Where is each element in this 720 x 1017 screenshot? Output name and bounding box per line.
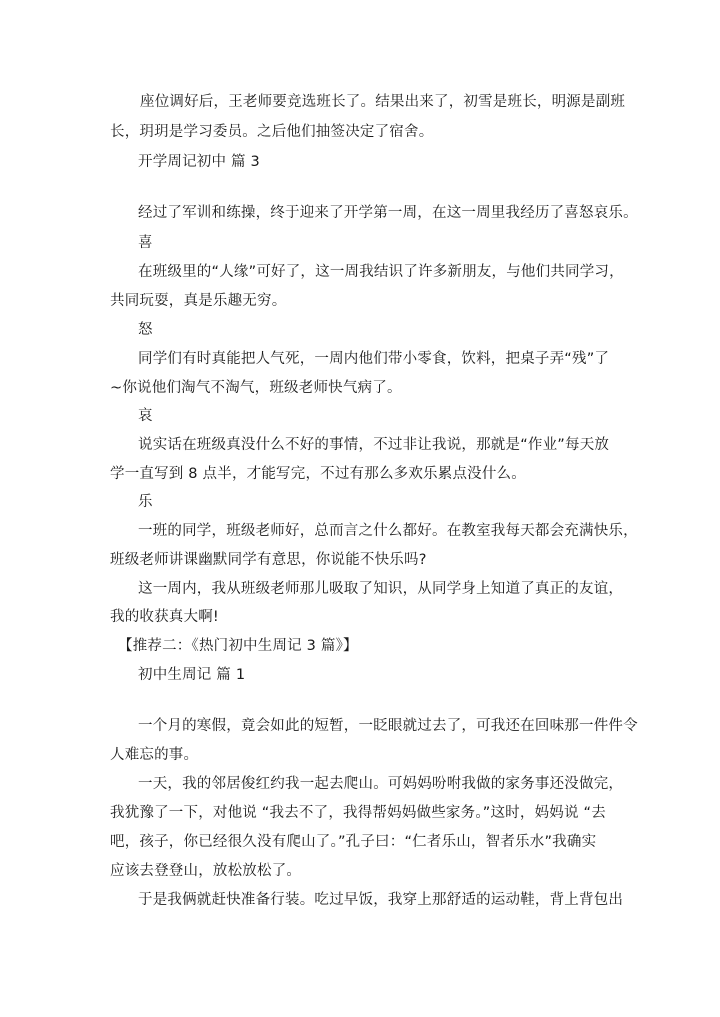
subheading-xi: 喜 (138, 235, 153, 251)
paragraph-line: 这一周内，我从班级老师那儿吸取了知识，从同学身上知道了真正的友谊， (138, 581, 624, 597)
paragraph-line: 长，玥玥是学习委员。之后他们抽签决定了宿舍。 (110, 124, 434, 140)
paragraph-line: 座位调好后，王老师要竞选班长了。结果出来了，初雪是班长，明源是副班 (140, 94, 626, 110)
subheading-ai: 哀 (138, 408, 153, 424)
paragraph-line: 吧，孩子，你已经很久没有爬山了。”孔子曰：“仁者乐山，智者乐水”我确实 (110, 834, 597, 850)
paragraph-line: 说实话在班级真没什么不好的事情，不过非让我说，那就是“作业”每天放 (138, 437, 610, 453)
subheading-nu: 怒 (138, 322, 153, 338)
paragraph-line: 应该去登登山，放松放松了。 (110, 863, 302, 879)
paragraph-line: 共同玩耍，真是乐趣无穷。 (110, 293, 287, 309)
paragraph-line: 学一直写到 8 点半，才能写完，不过有那么多欢乐累点没什么。 (110, 466, 526, 482)
paragraph-line: 在班级里的“人缘”可好了，这一周我结识了许多新朋友，与他们共同学习， (138, 264, 624, 280)
subheading-le: 乐 (138, 494, 153, 510)
paragraph-line: 一天，我的邻居俊红约我一起去爬山。可妈妈吩咐我做的家务事还没做完， (138, 776, 624, 792)
paragraph-line: 经过了军训和练操，终于迎来了开学第一周，在这一周里我经历了喜怒哀乐。 (138, 205, 638, 221)
paragraph-line: 人难忘的事。 (110, 747, 199, 763)
section-heading: 初中生周记 篇 1 (138, 667, 246, 683)
section-heading: 开学周记初中 篇 3 (138, 154, 260, 170)
paragraph-line: 我的收获真大啊! (110, 609, 219, 625)
paragraph-line: 我犹豫了一下，对他说 “我去不了，我得帮妈妈做些家务。”这时，妈妈说 “去 (110, 805, 606, 821)
paragraph-line: ~你说他们淘气不淘气，班级老师快气病了。 (110, 380, 402, 396)
paragraph-line: 于是我俩就赶快准备行装。吃过早饭，我穿上那舒适的运动鞋，背上背包出 (138, 892, 624, 908)
paragraph-line: 一班的同学，班级老师好，总而言之什么都好。在教室我每天都会充满快乐， (138, 523, 638, 539)
paragraph-line: 同学们有时真能把人气死，一周内他们带小零食，饮料，把桌子弄“残”了 (138, 351, 610, 367)
paragraph-line: 班级老师讲课幽默同学有意思，你说能不快乐吗? (110, 552, 427, 568)
paragraph-line: 一个月的寒假，竟会如此的短暂，一眨眼就过去了，可我还在回味那一件件令 (138, 718, 638, 734)
recommendation-heading: 【推荐二：《热门初中生周记 3 篇》】 (118, 638, 358, 654)
